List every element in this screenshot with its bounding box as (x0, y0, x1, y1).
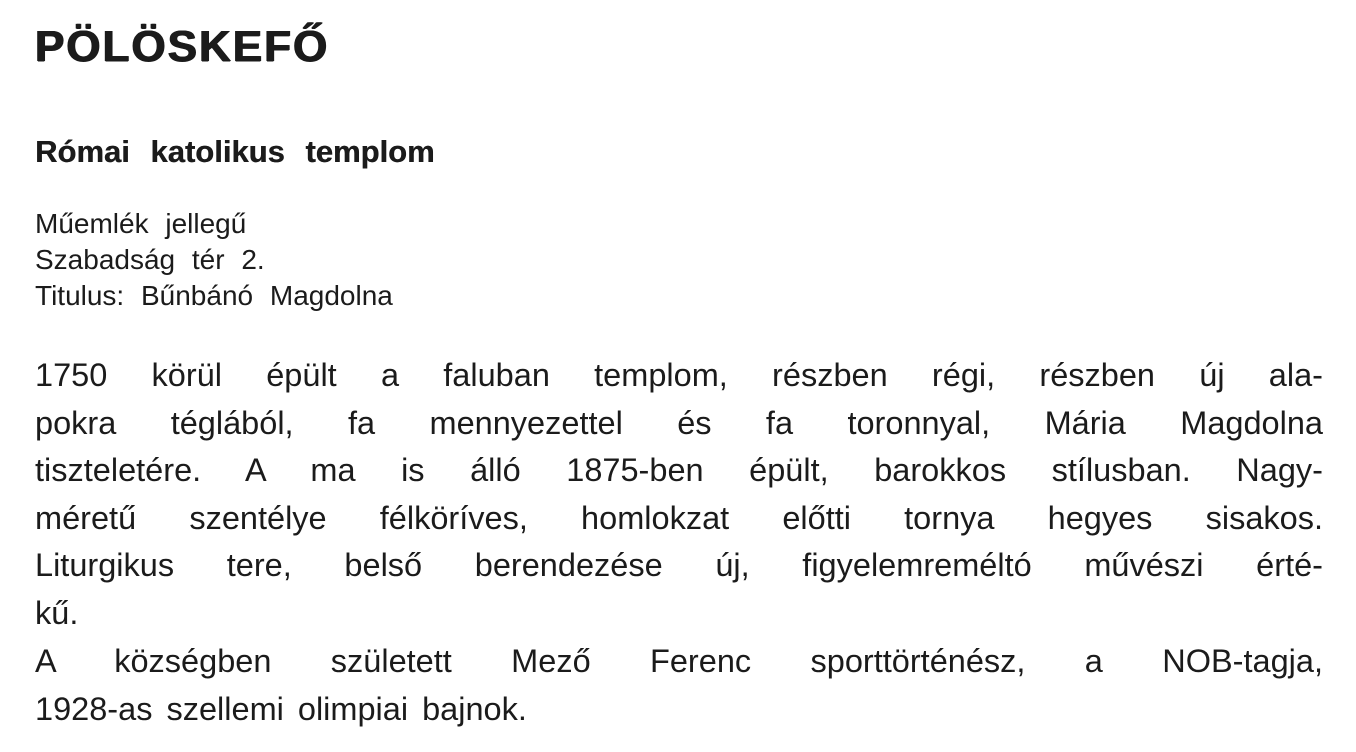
paragraph-1-line: tiszteletére. A ma is álló 1875-ben épült, barokkos stílusban. Nagy- (35, 452, 1323, 488)
paragraph-1 (35, 352, 1323, 637)
paragraph-1-line: pokra téglából, fa mennyezettel és fa toronnyal, Mária Magdolna (35, 404, 1323, 441)
paragraph-2-line: A községben született Mező Ferenc sporttörténész, a NOB-tagja, (35, 643, 1323, 679)
meta-line-address: Szabadság tér 2. (35, 244, 265, 275)
section-title: Római katolikus templom (35, 134, 435, 169)
meta-line-titulus: Titulus: Bűnbánó Magdolna (35, 280, 393, 311)
paragraph-2 (35, 638, 1323, 733)
page-title: PÖLÖSKEFŐ (35, 22, 330, 71)
paragraph-1-line: méretű szentélye félköríves, homlokzat előtti tornya hegyes sisakos. (35, 499, 1323, 536)
paragraph-2-line: 1928-as szellemi olimpiai bajnok. (35, 690, 527, 727)
paragraph-1-line: Liturgikus tere, belső berendezése új, figyelemreméltó művészi érté- (35, 547, 1323, 583)
paragraph-1-line: 1750 körül épült a faluban templom, részben régi, részben új ala- (35, 357, 1323, 393)
meta-block (35, 206, 393, 314)
meta-line-monument-status: Műemlék jellegű (35, 208, 247, 239)
paragraph-1-line: kű. (35, 594, 79, 631)
